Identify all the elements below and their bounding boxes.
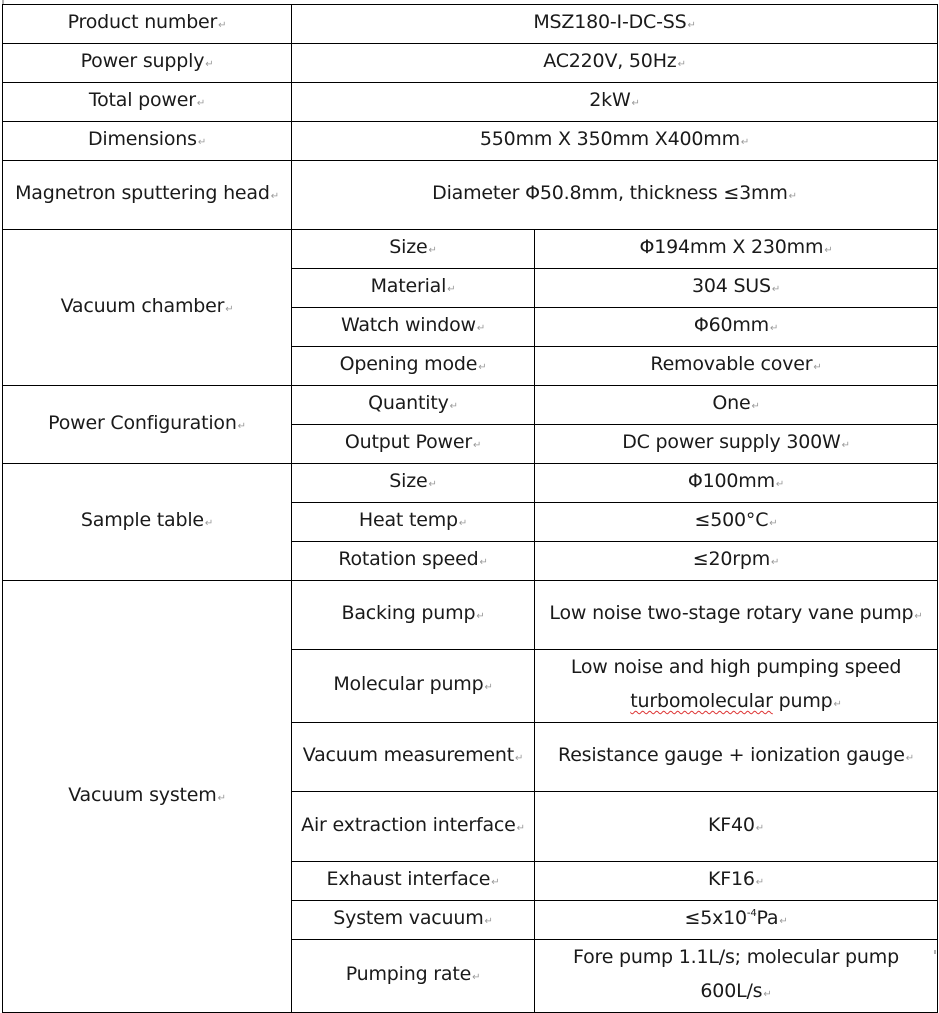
sub-label: Molecular pump↵ [292,650,535,723]
row-value: 2kW↵ [292,83,938,122]
table-row [3,122,938,161]
sub-value: ≤500°C↵ [535,503,938,542]
sub-value: Low noise and high pumping speed turbomolecular pump↵ [535,650,938,723]
sub-value: Low noise two-stage rotary vane pump↵ [535,581,938,650]
sub-value: $\le 5x10^{-4}Pa↵$ [535,901,938,940]
sub-value: Φ60mm↵ [535,308,938,347]
group-label-vacuum-system: Vacuum system↵ [3,581,292,1013]
sub-value: Φ194mm X 230mm↵ [535,230,938,269]
table-row [3,44,938,83]
group-label-power-configuration: Power Configuration↵ [3,386,292,464]
sub-label: Rotation speed↵ [292,542,535,581]
sub-value: KF40↵ [535,792,938,862]
exponent: -4 [746,908,757,919]
sub-label: Heat temp↵ [292,503,535,542]
group-label-vacuum-chamber: Vacuum chamber↵ [3,230,292,386]
sub-value: One↵ [535,386,938,425]
sub-value: Resistance gauge + ionization gauge↵ [535,723,938,792]
table-row [3,581,938,650]
sub-label: Air extraction interface↵ [292,792,535,862]
row-value: 550mm X 350mm X400mm↵ [292,122,938,161]
sub-label: Quantity↵ [292,386,535,425]
sub-value: 304 SUS↵ [535,269,938,308]
sub-value: KF16↵ [535,862,938,901]
sub-label: Backing pump↵ [292,581,535,650]
sub-label: Size↵ [292,464,535,503]
sub-value: Removable cover↵ [535,347,938,386]
row-value: AC220V, 50Hz↵ [292,44,938,83]
table-row [3,161,938,230]
row-label: Magnetron sputtering head↵ [3,161,292,230]
row-label: Power supply↵ [3,44,292,83]
sub-value: Fore pump 1.1L/s; molecular pump 600L/s↵ [535,940,938,1013]
sub-value: DC power supply 300W↵ [535,425,938,464]
sub-label: Material↵ [292,269,535,308]
sub-label: Exhaust interface↵ [292,862,535,901]
table-row [3,230,938,269]
sub-label: Vacuum measurement↵ [292,723,535,792]
row-label: Total power↵ [3,83,292,122]
sub-label: Size↵ [292,230,535,269]
sub-label: System vacuum↵ [292,901,535,940]
table-row [3,5,938,44]
row-label: Dimensions↵ [3,122,292,161]
row-value: Diameter Φ50.8mm, thickness ≤3mm↵ [292,161,938,230]
row-label: Product number↵ [3,5,292,44]
table-row [3,83,938,122]
table-row [3,386,938,425]
sub-label: Watch window↵ [292,308,535,347]
sub-label: Pumping rate↵ [292,940,535,1013]
spellcheck-underline: turbomolecular [630,690,773,712]
sub-value: Φ100mm↵ [535,464,938,503]
spec-table [2,4,938,1013]
sub-value: ≤20rpm↵ [535,542,938,581]
table-row [3,464,938,503]
sub-label: Opening mode↵ [292,347,535,386]
row-value: MSZ180-I-DC-SS↵ [292,5,938,44]
group-label-sample-table: Sample table↵ [3,464,292,581]
sub-label: Output Power↵ [292,425,535,464]
